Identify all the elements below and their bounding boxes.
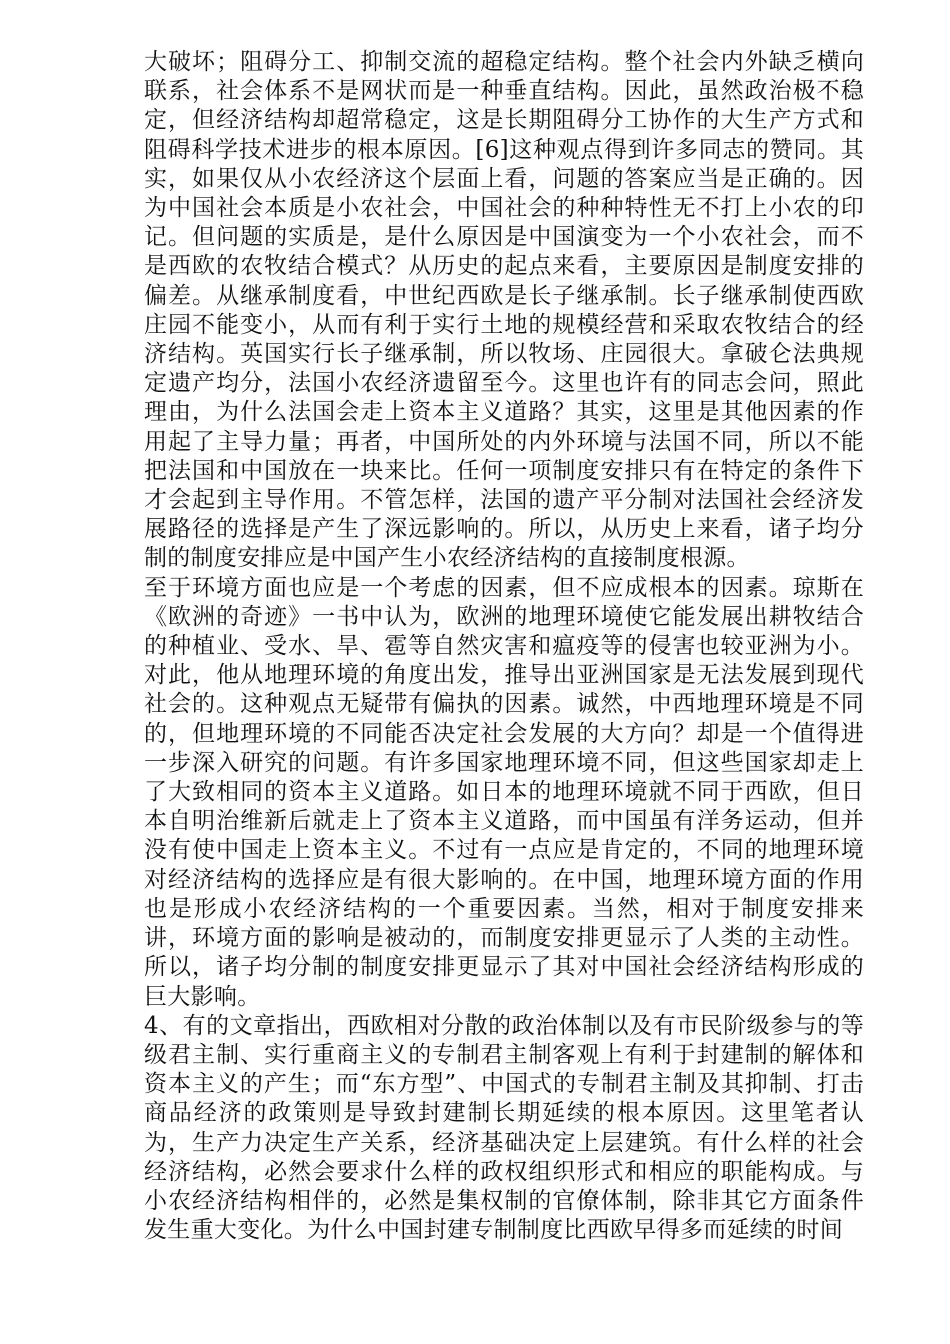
- paragraph-2: 至于环境方面也应是一个考虑的因素，但不应成根本的因素。琼斯在《欧洲的奇迹》一书中认为，欧洲的地理环境使它能发展出耕牧结合的种植业、受水、旱、雹等自然灾害和瘟疫等的侵害也较亚洲为小。对此，他从地理环境的角度出发，推导出亚洲国家是无法发展到现代社会的。这种观点无疑带有偏执的因素。诚然，中西地理环境是不同的，但地理环境的不同能否决定社会发展的大方向？却是一个值得进一步深入研究的问题。有许多国家地理环境不同，但这些国家却走上了大致相同的资本主义道路。如日本的地理环境就不同于西欧，但日本自明治维新后就走上了资本主义道路，而中国虽有洋务运动，但并没有使中国走上资本主义。不过有一点应是肯定的，不同的地理环境对经济结构的选择应是有很大影响的。在中国，地理环境方面的作用也是形成小农经济结构的一个重要因素。当然，相对于制度安排来讲，环境方面的影响是被动的，而制度安排更显示了人类的主动性。所以，诸子均分制的制度安排更显示了其对中国社会经济结构形成的巨大影响。: [144, 574, 864, 1010]
- document-page: [144, 48, 864, 1245]
- paragraph-1: 大破坏；阻碍分工、抑制交流的超稳定结构。整个社会内外缺乏横向联系，社会体系不是网状而是一种垂直结构。因此，虽然政治极不稳定，但经济结构却超常稳定，这是长期阻碍分工协作的大生产方式和阻碍科学技术进步的根本原因。[6]这种观点得到许多同志的赞同。其实，如果仅从小农经济这个层面上看，问题的答案应当是正确的。因为中国社会本质是小农社会，中国社会的种种特性无不打上小农的印记。但问题的实质是，是什么原因是中国演变为一个小农社会，而不是西欧的农牧结合模式？从历史的起点来看，主要原因是制度安排的偏差。从继承制度看，中世纪西欧是长子继承制。长子继承制使西欧庄园不能变小，从而有利于实行土地的规模经营和采取农牧结合的经济结构。英国实行长子继承制，所以牧场、庄园很大。拿破仑法典规定遗产均分，法国小农经济遗留至今。这里也许有的同志会问，照此理由，为什么法国会走上资本主义道路？其实，这里是其他因素的作用起了主导力量；再者，中国所处的内外环境与法国不同，所以不能把法国和中国放在一块来比。任何一项制度安排只有在特定的条件下才会起到主导作用。不管怎样，法国的遗产平分制对法国社会经济发展路径的选择是产生了深远影响的。所以，从历史上来看，诸子均分制的制度安排应是中国产生小农经济结构的直接制度根源。: [144, 49, 864, 572]
- paragraph-3: 4、有的文章指出，西欧相对分散的政治体制以及有市民阶级参与的等级君主制、实行重商主义的专制君主制客观上有利于封建制的解体和资本主义的产生；而“东方型”、中国式的专制君主制及其抑制、打击商品经济的政策则是导致封建制长期延续的根本原因。这里笔者认为，生产力决定生产关系，经济基础决定上层建筑。有什么样的社会经济结构，必然会要求什么样的政权组织形式和相应的职能构成。与小农经济结构相伴的，必然是集权制的官僚体制，除非其它方面条件发生重大变化。为什么中国封建专制制度比西欧早得多而延续的时间: [144, 1012, 864, 1244]
